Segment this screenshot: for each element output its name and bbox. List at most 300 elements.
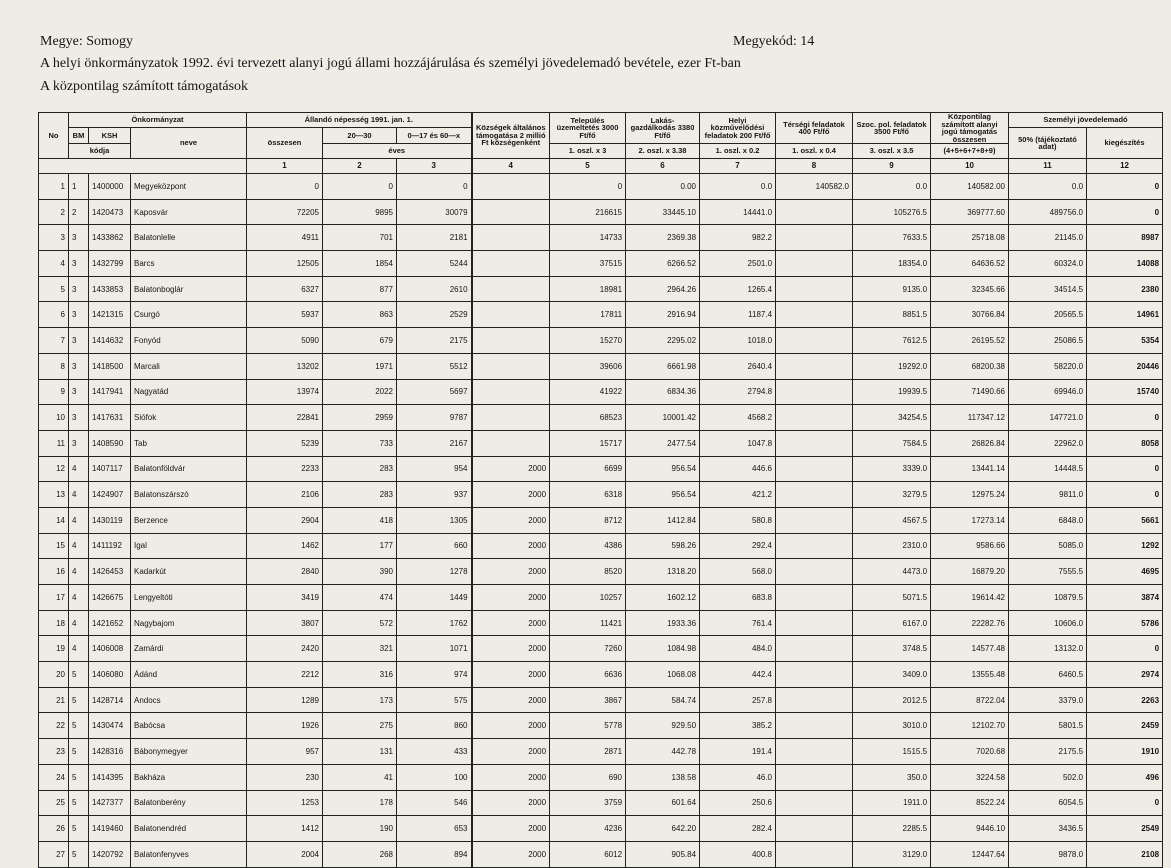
population-20-30-cell: 390 [323, 559, 397, 585]
table-row [39, 816, 1163, 842]
table-row [39, 302, 1163, 328]
regional-tasks-cell [776, 199, 853, 225]
regional-tasks-cell [776, 302, 853, 328]
local-culture-cell: 191.4 [700, 739, 776, 765]
income-tax-supplement-cell: 4695 [1087, 559, 1163, 585]
housing-management-cell: 956.54 [626, 482, 700, 508]
col-number: 7 [700, 159, 776, 174]
row-number-cell: 3 [39, 225, 69, 251]
table-row [39, 739, 1163, 765]
social-policy-cell: 9135.0 [853, 276, 931, 302]
ksh-code-cell: 1432799 [89, 251, 131, 277]
population-0-17-60-cell: 660 [397, 533, 472, 559]
table-row [39, 662, 1163, 688]
village-support-cell: 2000 [472, 482, 550, 508]
social-policy-cell: 7584.5 [853, 430, 931, 456]
ksh-code-cell: 1426453 [89, 559, 131, 585]
regional-tasks-cell [776, 251, 853, 277]
col-no-header: No [39, 113, 69, 159]
regional-tasks-cell [776, 225, 853, 251]
population-total-cell: 1926 [247, 713, 323, 739]
population-total-cell: 5239 [247, 430, 323, 456]
row-number-cell: 22 [39, 713, 69, 739]
income-tax-50-cell: 14448.5 [1009, 456, 1087, 482]
settlement-operation-cell: 7260 [550, 636, 626, 662]
population-total-cell: 13202 [247, 353, 323, 379]
housing-management-cell: 642.20 [626, 816, 700, 842]
col-tax50-header: 50% (tájékoztató adat) [1009, 128, 1087, 159]
municipality-name-cell: Nagybajom [131, 610, 247, 636]
bm-code-cell: 5 [69, 841, 89, 867]
bm-code-cell: 4 [69, 636, 89, 662]
bm-code-cell: 5 [69, 816, 89, 842]
income-tax-supplement-cell: 8058 [1087, 430, 1163, 456]
ksh-code-cell: 1420473 [89, 199, 131, 225]
village-support-cell [472, 276, 550, 302]
housing-management-cell: 1602.12 [626, 585, 700, 611]
col-income-tax-header: Személyi jövedelemadó [1009, 113, 1163, 128]
col-number: 1 [247, 159, 323, 174]
income-tax-50-cell: 25086.5 [1009, 328, 1087, 354]
ksh-code-cell: 1424907 [89, 482, 131, 508]
population-0-17-60-cell: 653 [397, 816, 472, 842]
population-total-cell: 3807 [247, 610, 323, 636]
local-culture-cell: 982.2 [700, 225, 776, 251]
social-policy-cell: 3748.5 [853, 636, 931, 662]
row-number-cell: 13 [39, 482, 69, 508]
population-20-30-cell: 190 [323, 816, 397, 842]
central-support-total-cell: 26195.52 [931, 328, 1009, 354]
housing-management-cell: 2916.94 [626, 302, 700, 328]
population-20-30-cell: 733 [323, 430, 397, 456]
population-20-30-cell: 275 [323, 713, 397, 739]
social-policy-cell: 19939.5 [853, 379, 931, 405]
settlement-operation-cell: 6318 [550, 482, 626, 508]
population-0-17-60-cell: 5244 [397, 251, 472, 277]
population-total-cell: 13974 [247, 379, 323, 405]
population-20-30-cell: 41 [323, 764, 397, 790]
row-number-cell: 12 [39, 456, 69, 482]
population-total-cell: 72205 [247, 199, 323, 225]
local-culture-cell: 1187.4 [700, 302, 776, 328]
document-subtitle: A központilag számított támogatások [40, 79, 249, 94]
settlement-operation-cell: 17811 [550, 302, 626, 328]
housing-management-cell: 1412.84 [626, 507, 700, 533]
population-20-30-cell: 283 [323, 482, 397, 508]
row-number-cell: 6 [39, 302, 69, 328]
ksh-code-cell: 1407117 [89, 456, 131, 482]
table-row [39, 379, 1163, 405]
regional-tasks-cell [776, 662, 853, 688]
settlement-operation-cell: 4236 [550, 816, 626, 842]
municipality-name-cell: Fonyód [131, 328, 247, 354]
population-total-cell: 5090 [247, 328, 323, 354]
col-number: 12 [1087, 159, 1163, 174]
col-onkormanyzat-header: Önkormányzat [69, 113, 247, 128]
housing-management-cell: 601.64 [626, 790, 700, 816]
regional-tasks-cell [776, 507, 853, 533]
ksh-code-cell: 1406008 [89, 636, 131, 662]
settlement-operation-cell: 5778 [550, 713, 626, 739]
col-total-header: összesen [247, 128, 323, 159]
population-0-17-60-cell: 2181 [397, 225, 472, 251]
population-total-cell: 2904 [247, 507, 323, 533]
col-number: 2 [323, 159, 397, 174]
social-policy-cell: 350.0 [853, 764, 931, 790]
central-support-total-cell: 12447.64 [931, 841, 1009, 867]
income-tax-supplement-cell: 496 [1087, 764, 1163, 790]
settlement-operation-cell: 10257 [550, 585, 626, 611]
income-tax-supplement-cell: 1910 [1087, 739, 1163, 765]
village-support-cell: 2000 [472, 636, 550, 662]
social-policy-cell: 7633.5 [853, 225, 931, 251]
housing-management-cell: 33445.10 [626, 199, 700, 225]
population-20-30-cell: 178 [323, 790, 397, 816]
income-tax-supplement-cell: 14088 [1087, 251, 1163, 277]
settlement-operation-cell: 216615 [550, 199, 626, 225]
row-number-cell: 10 [39, 405, 69, 431]
row-number-cell: 4 [39, 251, 69, 277]
col-ksh-header: KSH [89, 128, 131, 144]
regional-tasks-cell [776, 559, 853, 585]
housing-management-cell: 10001.42 [626, 405, 700, 431]
population-total-cell: 12505 [247, 251, 323, 277]
col-social-formula: 3. oszl. x 3.5 [853, 144, 931, 159]
row-number-cell: 27 [39, 841, 69, 867]
local-culture-cell: 385.2 [700, 713, 776, 739]
housing-management-cell: 1068.08 [626, 662, 700, 688]
village-support-cell [472, 328, 550, 354]
income-tax-50-cell: 69946.0 [1009, 379, 1087, 405]
central-support-total-cell: 68200.38 [931, 353, 1009, 379]
village-support-cell [472, 174, 550, 200]
regional-tasks-cell [776, 687, 853, 713]
income-tax-50-cell: 502.0 [1009, 764, 1087, 790]
population-0-17-60-cell: 433 [397, 739, 472, 765]
housing-management-cell: 138.58 [626, 764, 700, 790]
population-total-cell: 230 [247, 764, 323, 790]
bm-code-cell: 5 [69, 713, 89, 739]
population-total-cell: 1253 [247, 790, 323, 816]
municipality-name-cell: Balatonszárszó [131, 482, 247, 508]
settlement-operation-cell: 0 [550, 174, 626, 200]
table-row [39, 482, 1163, 508]
central-support-total-cell: 8722.04 [931, 687, 1009, 713]
population-20-30-cell: 0 [323, 174, 397, 200]
village-support-cell: 2000 [472, 764, 550, 790]
col-regional-formula: 1. oszl. x 0.4 [776, 144, 853, 159]
local-culture-cell: 580.8 [700, 507, 776, 533]
municipality-name-cell: Siófok [131, 405, 247, 431]
population-0-17-60-cell: 1762 [397, 610, 472, 636]
local-culture-cell: 2640.4 [700, 353, 776, 379]
regional-tasks-cell [776, 379, 853, 405]
housing-management-cell: 1933.36 [626, 610, 700, 636]
income-tax-supplement-cell: 5786 [1087, 610, 1163, 636]
regional-tasks-cell [776, 276, 853, 302]
regional-tasks-cell [776, 713, 853, 739]
village-support-cell: 2000 [472, 687, 550, 713]
housing-management-cell: 442.78 [626, 739, 700, 765]
central-support-total-cell: 140582.00 [931, 174, 1009, 200]
table-row [39, 225, 1163, 251]
regional-tasks-cell [776, 585, 853, 611]
local-culture-cell: 442.4 [700, 662, 776, 688]
regional-tasks-cell [776, 430, 853, 456]
population-total-cell: 1412 [247, 816, 323, 842]
municipality-name-cell: Balatonföldvár [131, 456, 247, 482]
col-supplement-header: kiegészítés [1087, 128, 1163, 159]
municipality-name-cell: Megyeközpont [131, 174, 247, 200]
income-tax-supplement-cell: 2459 [1087, 713, 1163, 739]
regional-tasks-cell: 140582.0 [776, 174, 853, 200]
village-support-cell [472, 251, 550, 277]
population-20-30-cell: 2022 [323, 379, 397, 405]
income-tax-supplement-cell: 2263 [1087, 687, 1163, 713]
settlement-operation-cell: 690 [550, 764, 626, 790]
income-tax-50-cell: 20565.5 [1009, 302, 1087, 328]
settlement-operation-cell: 8712 [550, 507, 626, 533]
population-0-17-60-cell: 1278 [397, 559, 472, 585]
municipality-name-cell: Balatonfenyves [131, 841, 247, 867]
population-total-cell: 957 [247, 739, 323, 765]
village-support-cell [472, 199, 550, 225]
housing-management-cell: 2964.26 [626, 276, 700, 302]
ksh-code-cell: 1400000 [89, 174, 131, 200]
social-policy-cell: 3129.0 [853, 841, 931, 867]
income-tax-50-cell: 58220.0 [1009, 353, 1087, 379]
village-support-cell: 2000 [472, 841, 550, 867]
income-tax-supplement-cell: 8987 [1087, 225, 1163, 251]
housing-management-cell: 1084.98 [626, 636, 700, 662]
ksh-code-cell: 1428316 [89, 739, 131, 765]
income-tax-supplement-cell: 2380 [1087, 276, 1163, 302]
table-row [39, 559, 1163, 585]
population-total-cell: 0 [247, 174, 323, 200]
income-tax-supplement-cell: 0 [1087, 174, 1163, 200]
central-support-total-cell: 25718.08 [931, 225, 1009, 251]
table-row [39, 430, 1163, 456]
bm-code-cell: 5 [69, 764, 89, 790]
col-number: 10 [931, 159, 1009, 174]
settlement-operation-cell: 37515 [550, 251, 626, 277]
col-age-20-30-header: 20—30 [323, 128, 397, 144]
income-tax-50-cell: 9878.0 [1009, 841, 1087, 867]
income-tax-supplement-cell: 5354 [1087, 328, 1163, 354]
row-number-cell: 1 [39, 174, 69, 200]
row-number-cell: 25 [39, 790, 69, 816]
row-number-cell: 21 [39, 687, 69, 713]
social-policy-cell: 7612.5 [853, 328, 931, 354]
table-row [39, 636, 1163, 662]
col-social-header: Szoc. pol. feladatok 3500 Ft/fő [853, 113, 931, 144]
social-policy-cell: 1515.5 [853, 739, 931, 765]
col-central-formula: (4+5+6+7+8+9) [931, 144, 1009, 159]
bm-code-cell: 4 [69, 533, 89, 559]
population-0-17-60-cell: 9787 [397, 405, 472, 431]
table-row [39, 251, 1163, 277]
bm-code-cell: 2 [69, 199, 89, 225]
village-support-cell [472, 353, 550, 379]
bm-code-cell: 3 [69, 302, 89, 328]
population-0-17-60-cell: 954 [397, 456, 472, 482]
local-culture-cell: 14441.0 [700, 199, 776, 225]
central-support-total-cell: 12975.24 [931, 482, 1009, 508]
row-number-cell: 11 [39, 430, 69, 456]
income-tax-50-cell: 7555.5 [1009, 559, 1087, 585]
population-total-cell: 3419 [247, 585, 323, 611]
housing-management-cell: 584.74 [626, 687, 700, 713]
population-0-17-60-cell: 860 [397, 713, 472, 739]
municipality-name-cell: Balatonendréd [131, 816, 247, 842]
central-support-total-cell: 30766.84 [931, 302, 1009, 328]
housing-management-cell: 2295.02 [626, 328, 700, 354]
population-20-30-cell: 474 [323, 585, 397, 611]
population-total-cell: 2212 [247, 662, 323, 688]
col-number: 8 [776, 159, 853, 174]
central-support-total-cell: 14577.48 [931, 636, 1009, 662]
ksh-code-cell: 1428714 [89, 687, 131, 713]
social-policy-cell: 3279.5 [853, 482, 931, 508]
table-row [39, 353, 1163, 379]
table-row [39, 585, 1163, 611]
local-culture-cell: 761.4 [700, 610, 776, 636]
income-tax-50-cell: 13132.0 [1009, 636, 1087, 662]
table-row [39, 713, 1163, 739]
municipality-name-cell: Marcali [131, 353, 247, 379]
table-row [39, 199, 1163, 225]
ksh-code-cell: 1408590 [89, 430, 131, 456]
regional-tasks-cell [776, 790, 853, 816]
central-support-total-cell: 3224.58 [931, 764, 1009, 790]
social-policy-cell: 2012.5 [853, 687, 931, 713]
village-support-cell: 2000 [472, 610, 550, 636]
county-label: Megye: Somogy [40, 34, 133, 49]
social-policy-cell: 2285.5 [853, 816, 931, 842]
population-0-17-60-cell: 30079 [397, 199, 472, 225]
housing-management-cell: 2369.38 [626, 225, 700, 251]
social-policy-cell: 4473.0 [853, 559, 931, 585]
income-tax-supplement-cell: 0 [1087, 199, 1163, 225]
table-row [39, 507, 1163, 533]
income-tax-50-cell: 5801.5 [1009, 713, 1087, 739]
population-total-cell: 2420 [247, 636, 323, 662]
bm-code-cell: 3 [69, 430, 89, 456]
ksh-code-cell: 1417631 [89, 405, 131, 431]
row-number-cell: 20 [39, 662, 69, 688]
local-culture-cell: 568.0 [700, 559, 776, 585]
local-culture-cell: 282.4 [700, 816, 776, 842]
settlement-operation-cell: 41922 [550, 379, 626, 405]
regional-tasks-cell [776, 739, 853, 765]
row-number-cell: 7 [39, 328, 69, 354]
municipality-name-cell: Kaposvár [131, 199, 247, 225]
population-0-17-60-cell: 546 [397, 790, 472, 816]
housing-management-cell: 1318.20 [626, 559, 700, 585]
settlement-operation-cell: 68523 [550, 405, 626, 431]
income-tax-50-cell: 3436.5 [1009, 816, 1087, 842]
housing-management-cell: 0.00 [626, 174, 700, 200]
table-row [39, 456, 1163, 482]
village-support-cell: 2000 [472, 559, 550, 585]
population-20-30-cell: 2959 [323, 405, 397, 431]
central-support-total-cell: 117347.12 [931, 405, 1009, 431]
social-policy-cell: 18354.0 [853, 251, 931, 277]
col-code-header: kódja [69, 144, 131, 159]
income-tax-50-cell: 34514.5 [1009, 276, 1087, 302]
population-20-30-cell: 1971 [323, 353, 397, 379]
population-total-cell: 5937 [247, 302, 323, 328]
population-0-17-60-cell: 894 [397, 841, 472, 867]
municipality-name-cell: Bábonymegyer [131, 739, 247, 765]
settlement-operation-cell: 6012 [550, 841, 626, 867]
bm-code-cell: 3 [69, 225, 89, 251]
local-culture-cell: 2794.8 [700, 379, 776, 405]
municipality-name-cell: Balatonlelle [131, 225, 247, 251]
col-number: 9 [853, 159, 931, 174]
income-tax-50-cell: 6054.5 [1009, 790, 1087, 816]
income-tax-supplement-cell: 2108 [1087, 841, 1163, 867]
table-row [39, 533, 1163, 559]
village-support-cell [472, 302, 550, 328]
population-0-17-60-cell: 937 [397, 482, 472, 508]
local-culture-cell: 1018.0 [700, 328, 776, 354]
social-policy-cell: 105276.5 [853, 199, 931, 225]
central-support-total-cell: 7020.68 [931, 739, 1009, 765]
table-row [39, 790, 1163, 816]
municipality-name-cell: Lengyeltóti [131, 585, 247, 611]
social-policy-cell: 1911.0 [853, 790, 931, 816]
municipality-name-cell: Kadarkút [131, 559, 247, 585]
bm-code-cell: 5 [69, 687, 89, 713]
population-total-cell: 22841 [247, 405, 323, 431]
local-culture-cell: 1265.4 [700, 276, 776, 302]
population-total-cell: 1289 [247, 687, 323, 713]
ksh-code-cell: 1433862 [89, 225, 131, 251]
population-total-cell: 2840 [247, 559, 323, 585]
village-support-cell: 2000 [472, 790, 550, 816]
income-tax-50-cell: 10606.0 [1009, 610, 1087, 636]
income-tax-50-cell: 0.0 [1009, 174, 1087, 200]
social-policy-cell: 2310.0 [853, 533, 931, 559]
regional-tasks-cell [776, 353, 853, 379]
municipality-name-cell: Berzence [131, 507, 247, 533]
population-0-17-60-cell: 5697 [397, 379, 472, 405]
table-row [39, 687, 1163, 713]
income-tax-50-cell: 22962.0 [1009, 430, 1087, 456]
settlement-operation-cell: 39606 [550, 353, 626, 379]
central-support-total-cell: 26826.84 [931, 430, 1009, 456]
central-support-total-cell: 13441.14 [931, 456, 1009, 482]
income-tax-supplement-cell: 20446 [1087, 353, 1163, 379]
table-row [39, 174, 1163, 200]
col-age-0-17-header: 0—17 és 60—x [397, 128, 472, 144]
income-tax-50-cell: 9811.0 [1009, 482, 1087, 508]
central-support-total-cell: 22282.76 [931, 610, 1009, 636]
settlement-operation-cell: 4386 [550, 533, 626, 559]
central-support-total-cell: 19614.42 [931, 585, 1009, 611]
population-0-17-60-cell: 0 [397, 174, 472, 200]
ksh-code-cell: 1427377 [89, 790, 131, 816]
regional-tasks-cell [776, 482, 853, 508]
regional-tasks-cell [776, 610, 853, 636]
central-support-total-cell: 12102.70 [931, 713, 1009, 739]
bm-code-cell: 3 [69, 251, 89, 277]
bm-code-cell: 3 [69, 353, 89, 379]
col-regional-header: Térségi feladatok 400 Ft/fő [776, 113, 853, 144]
col-housing-header: Lakás-gazdálkodás 3380 Ft/fő [626, 113, 700, 144]
income-tax-50-cell: 5085.0 [1009, 533, 1087, 559]
